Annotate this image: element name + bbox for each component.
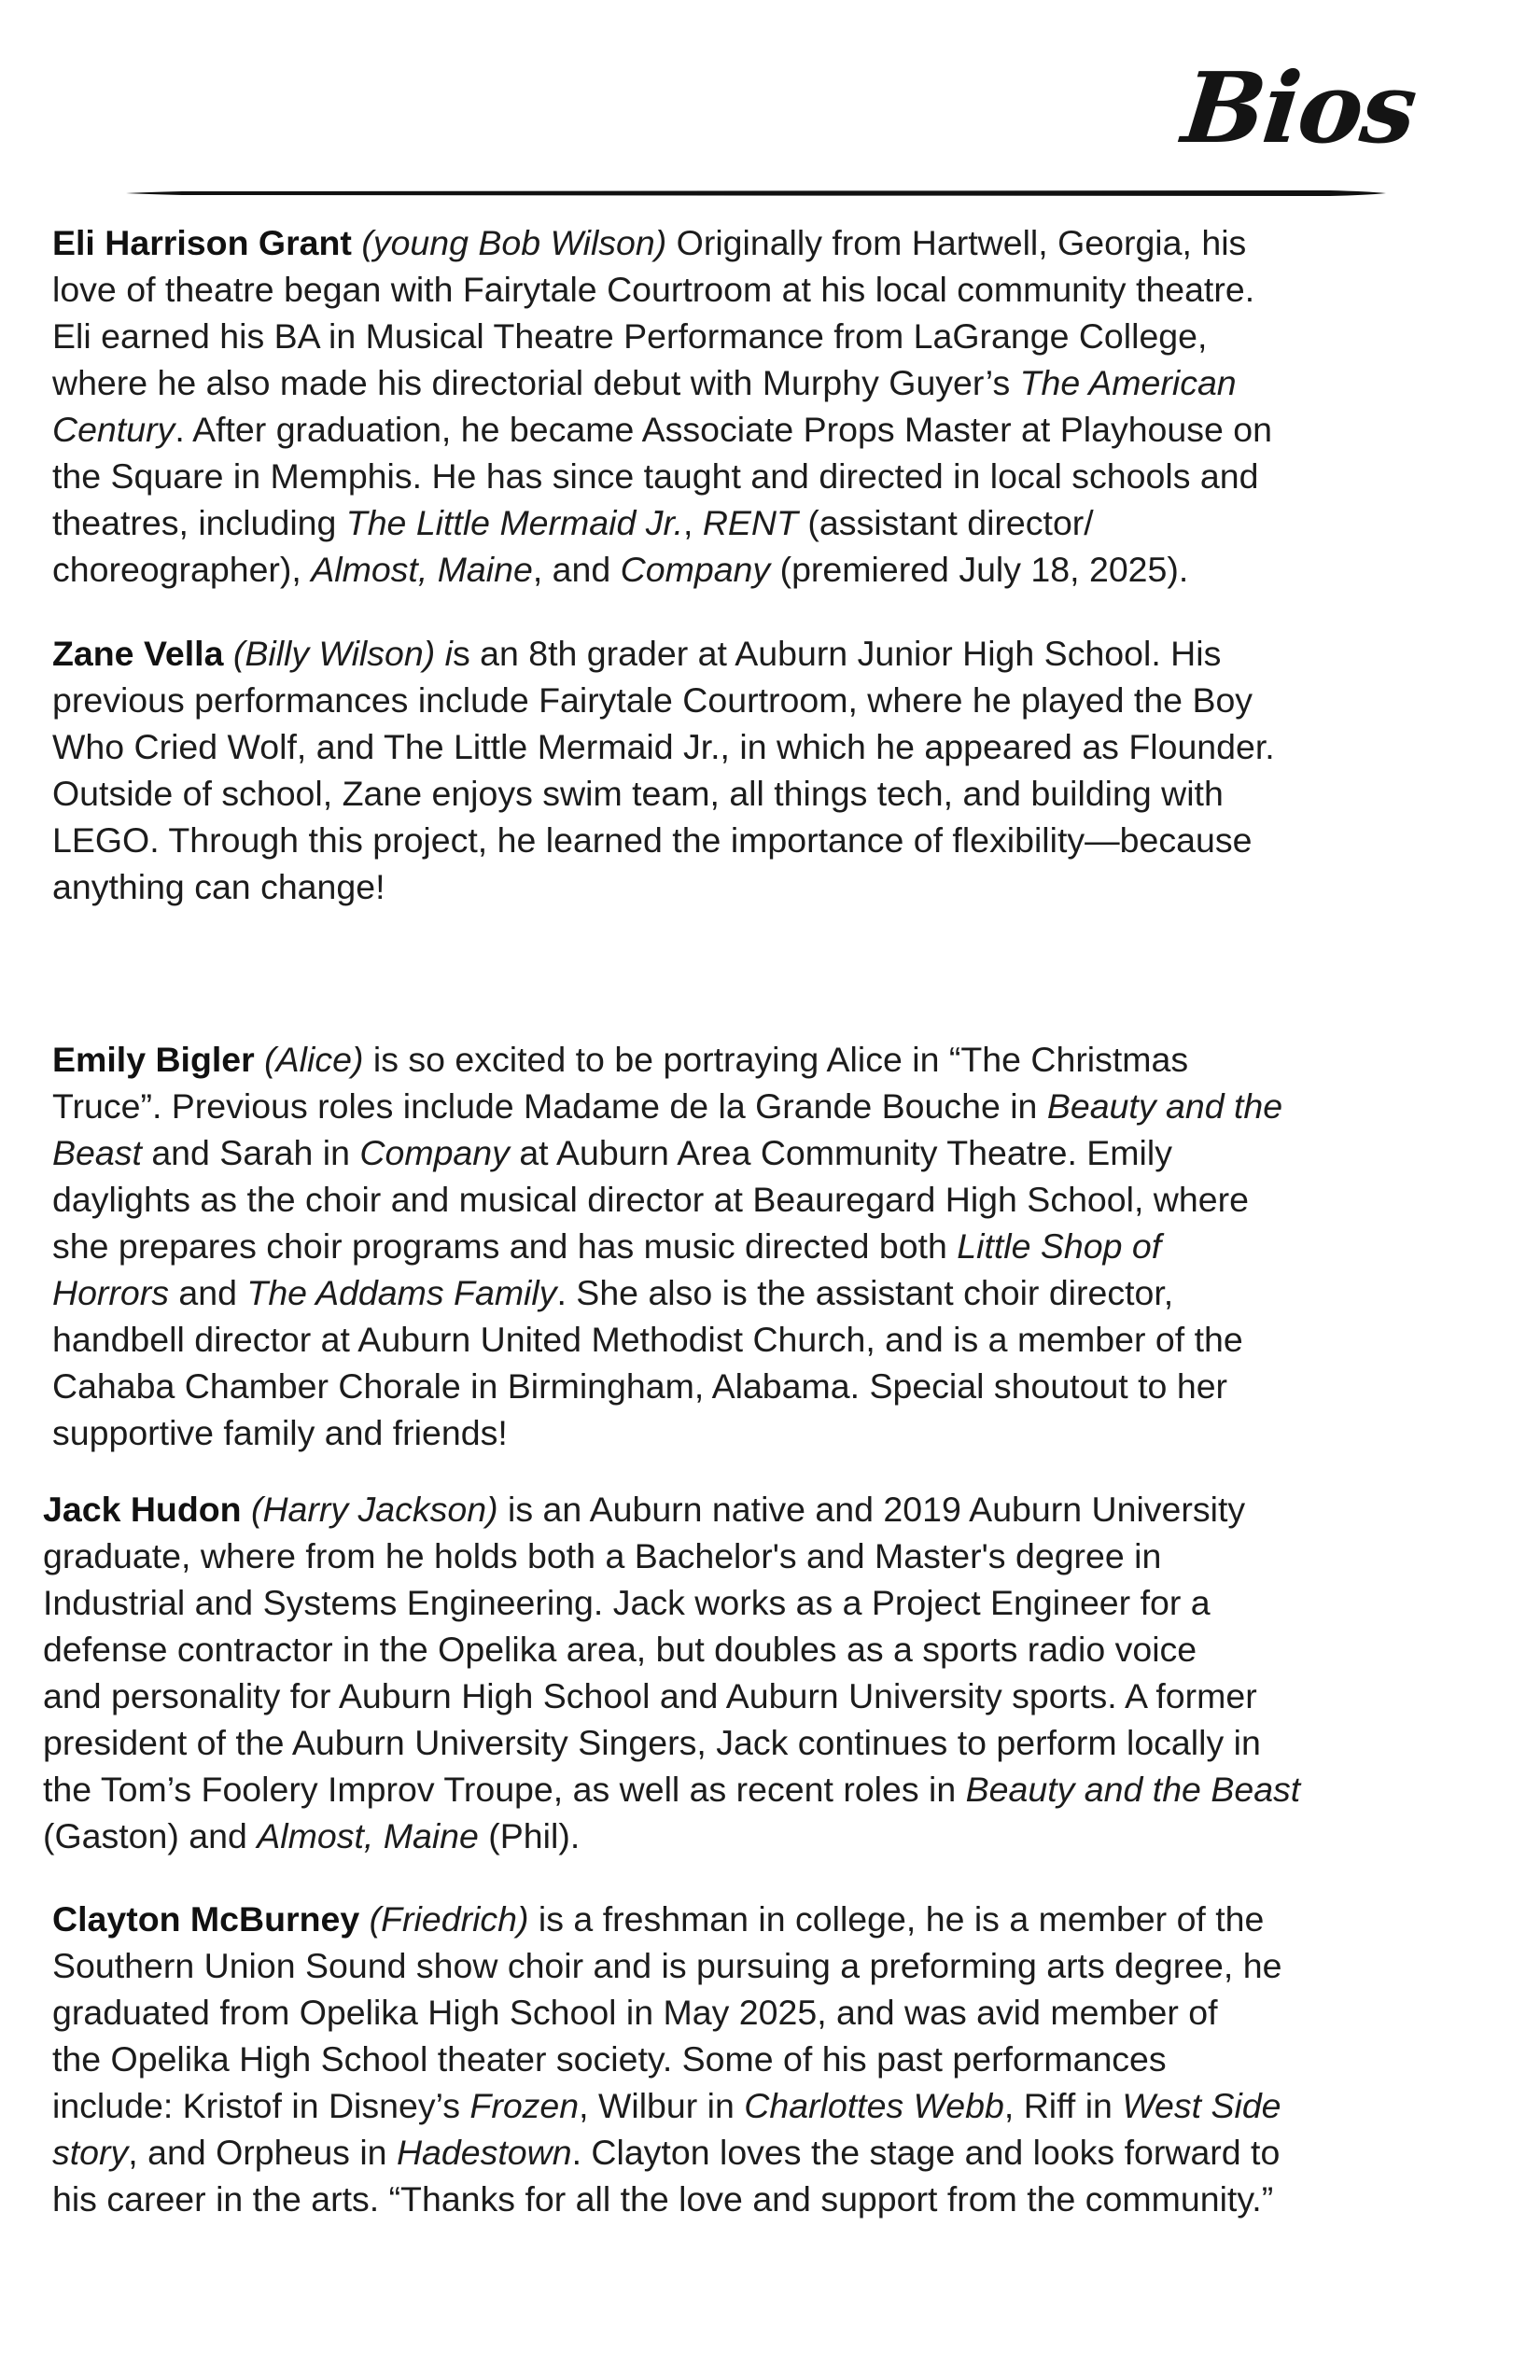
bio-text: , and Orpheus in [128, 2133, 397, 2172]
bio-text: graduate, where from he holds both a Bachelor's and Master's degree in [43, 1536, 1162, 1575]
bio-first-line [52, 1036, 1508, 1083]
bio-text: (assistant director/ [797, 503, 1094, 542]
bio-line [52, 313, 1508, 359]
bio-text: president of the Auburn University Singers, Jack continues to perform locally in [43, 1723, 1261, 1762]
bio-title-italic: Hadestown [396, 2133, 572, 2172]
page-title: Bios [1177, 50, 1421, 165]
bio-text: Outside of school, Zane enjoys swim team, all things tech, and building with [52, 774, 1224, 813]
bio-text: is an Auburn native and 2019 Auburn University [508, 1490, 1246, 1529]
bio-text: . After graduation, he became Associate Props Master at Playhouse on [175, 410, 1272, 449]
bio-line [52, 2129, 1508, 2176]
bio-line [43, 1579, 1499, 1626]
bio-line [52, 499, 1508, 546]
bio-text: . Clayton loves the stage and looks forward to [571, 2133, 1281, 2172]
bio-text: the Opelika High School theater society. Some of his past performances [52, 2039, 1167, 2079]
bio-zane-vella [52, 630, 1508, 910]
bio-line [43, 1766, 1499, 1813]
bio-title-italic: Century [52, 410, 175, 449]
bio-title-italic: story [52, 2133, 129, 2172]
bio-line [52, 1363, 1508, 1409]
bio-text: at Auburn Area Community Theatre. Emily [509, 1133, 1172, 1172]
bio-text: s an 8th grader at Auburn Junior High School. His [452, 634, 1222, 673]
bio-first-line [52, 219, 1508, 266]
bio-text: Who Cried Wolf, and The Little Mermaid Jr., in which he appeared as Flounder. [52, 727, 1275, 766]
bio-text: include: Kristof in Disney’s [52, 2086, 470, 2125]
bio-role: (young Bob Wilson) [361, 223, 667, 262]
bio-title-italic: Beauty and the Beast [965, 1770, 1301, 1809]
bio-emily-bigler [52, 1036, 1508, 1456]
bio-text: Originally from Hartwell, Georgia, his [676, 223, 1247, 262]
bio-title-italic: RENT [702, 503, 798, 542]
bio-role: (Friedrich) [369, 1899, 529, 1939]
bio-title-italic: Little Shop of [957, 1226, 1162, 1266]
title-underline-rule [126, 186, 1386, 201]
bio-role: (Harry Jackson) [250, 1490, 498, 1529]
bio-line [43, 1813, 1499, 1859]
bio-text: Industrial and Systems Engineering. Jack works as a Project Engineer for a [43, 1583, 1211, 1622]
bio-line [43, 1673, 1499, 1719]
bio-title-italic: Beauty and the [1046, 1086, 1283, 1126]
bio-name: Eli Harrison Grant [52, 223, 352, 262]
bio-text: Eli earned his BA in Musical Theatre Performance from LaGrange College, [52, 316, 1208, 356]
bio-text: she prepares choir programs and has music directed both [52, 1226, 958, 1266]
bio-title-italic: Frozen [469, 2086, 580, 2125]
bio-text: anything can change! [52, 867, 385, 906]
bio-text: . She also is the assistant choir director, [556, 1273, 1174, 1312]
bio-line [52, 1269, 1508, 1316]
bio-line [52, 863, 1508, 910]
bio-line [52, 1989, 1508, 2036]
bio-line [52, 2176, 1508, 2222]
bio-first-line [52, 630, 1508, 677]
bio-role: (Alice) [264, 1040, 364, 1079]
bio-line [52, 2082, 1508, 2129]
bio-line [52, 1129, 1508, 1176]
bio-text: theatres, including [52, 503, 346, 542]
bio-line [52, 723, 1508, 770]
bio-text: (Gaston) and [43, 1816, 258, 1855]
bio-text: Cahaba Chamber Chorale in Birmingham, Alabama. Special shoutout to her [52, 1366, 1228, 1406]
bio-text: the Tom’s Foolery Improv Troupe, as well as recent roles in [43, 1770, 966, 1809]
bio-first-line [52, 1896, 1508, 1942]
bio-line [52, 1942, 1508, 1989]
bio-line [52, 2036, 1508, 2082]
bio-text: supportive family and friends! [52, 1413, 508, 1452]
bio-title-italic: Company [359, 1133, 510, 1172]
bio-title-italic: West Side [1122, 2086, 1281, 2125]
bio-clayton-mcburney [52, 1896, 1508, 2222]
bio-text: is a freshman in college, he is a member of the [538, 1899, 1265, 1939]
bio-text: handbell director at Auburn United Methodist Church, and is a member of the [52, 1320, 1243, 1359]
bio-text: is so excited to be portraying Alice in “The Christmas [372, 1040, 1189, 1079]
bio-title-italic: Almost, Maine [311, 550, 533, 589]
bio-line [52, 817, 1508, 863]
bio-text: where he also made his directorial debut with Murphy Guyer’s [52, 363, 1020, 402]
bio-line [52, 770, 1508, 817]
bio-line [52, 1223, 1508, 1269]
bio-name: Jack Hudon [43, 1490, 242, 1529]
bio-name: Zane Vella [52, 634, 224, 673]
bio-line [52, 406, 1508, 453]
bio-title-italic: Almost, Maine [257, 1816, 479, 1855]
bio-title-italic: Horrors [52, 1273, 170, 1312]
bio-text: defense contractor in the Opelika area, but doubles as a sports radio voice [43, 1630, 1197, 1669]
bio-text: and Sarah in [141, 1133, 360, 1172]
bio-text: his career in the arts. “Thanks for all the love and support from the community.” [52, 2179, 1274, 2219]
bio-text: (premiered July 18, 2025). [770, 550, 1189, 589]
bio-line [52, 266, 1508, 313]
bio-line [52, 1176, 1508, 1223]
bio-text: previous performances include Fairytale Courtroom, where he played the Boy [52, 680, 1253, 720]
bio-name: Emily Bigler [52, 1040, 255, 1079]
bio-line [52, 546, 1508, 593]
bio-line [52, 1083, 1508, 1129]
bio-line [43, 1533, 1499, 1579]
bio-title-italic: Company [620, 550, 771, 589]
bio-jack-hudon [43, 1486, 1499, 1859]
bio-line [52, 1316, 1508, 1363]
bio-title-italic: The Addams Family [246, 1273, 557, 1312]
bio-text: , Riff in [1003, 2086, 1123, 2125]
bio-role: (Billy Wilson) i [232, 634, 453, 673]
bio-title-italic: The Little Mermaid Jr. [345, 503, 683, 542]
bio-text: Southern Union Sound show choir and is pursuing a preforming arts degree, he [52, 1946, 1282, 1985]
bio-eli-harrison-grant [52, 219, 1508, 593]
bio-text: love of theatre began with Fairytale Courtroom at his local community theatre. [52, 270, 1255, 309]
bio-text: , and [532, 550, 621, 589]
bio-first-line [43, 1486, 1499, 1533]
bio-line [52, 1409, 1508, 1456]
bio-title-italic: Beast [52, 1133, 142, 1172]
bio-text: daylights as the choir and musical director at Beauregard High School, where [52, 1180, 1249, 1219]
bio-text: and [169, 1273, 247, 1312]
bio-line [52, 453, 1508, 499]
bio-title-italic: Charlottes Webb [744, 2086, 1004, 2125]
bio-text: choreographer), [52, 550, 312, 589]
bio-text: (Phil). [478, 1816, 581, 1855]
bio-title-italic: The American [1019, 363, 1237, 402]
bio-line [52, 359, 1508, 406]
bio-line [52, 677, 1508, 723]
bio-name: Clayton McBurney [52, 1899, 360, 1939]
bio-line [43, 1626, 1499, 1673]
bio-text: Truce”. Previous roles include Madame de la Grande Bouche in [52, 1086, 1047, 1126]
bio-text: graduated from Opelika High School in May 2025, and was avid member of [52, 1993, 1218, 2032]
bio-text: LEGO. Through this project, he learned the importance of flexibility—because [52, 820, 1253, 860]
bio-text: , [683, 503, 703, 542]
bio-text: , Wilbur in [579, 2086, 745, 2125]
bio-line [43, 1719, 1499, 1766]
bio-text: and personality for Auburn High School and Auburn University sports. A former [43, 1676, 1257, 1715]
bio-text: the Square in Memphis. He has since taught and directed in local schools and [52, 456, 1259, 496]
